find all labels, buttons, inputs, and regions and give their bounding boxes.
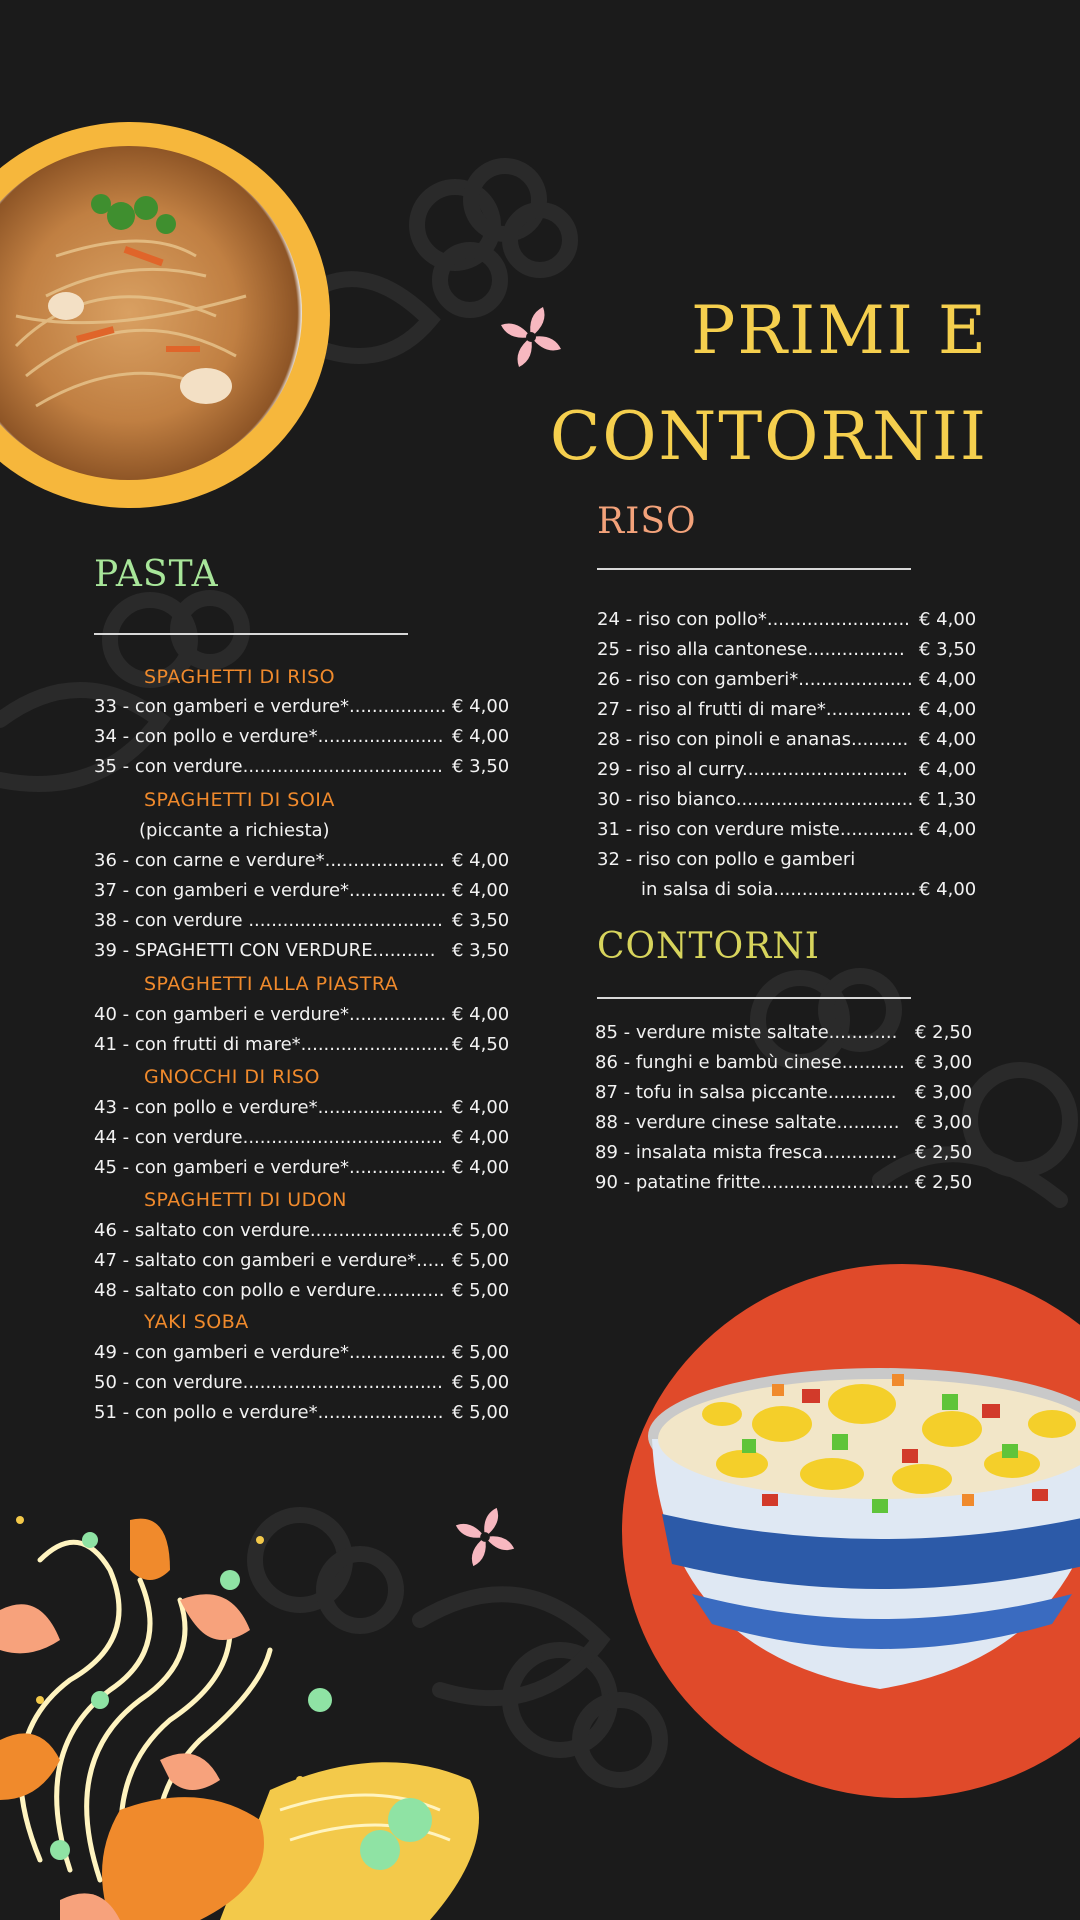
menu-item: 50 - con verdure................................... <box>94 1372 443 1393</box>
title-line-2: CONTORNII <box>549 398 988 475</box>
note: (piccante a richiesta) <box>139 820 330 841</box>
price: € 4,00 <box>919 609 977 630</box>
menu-item: 32 - riso con pollo e gamberi <box>597 849 856 870</box>
price: € 3,50 <box>452 940 510 961</box>
menu-item: 48 - saltato con pollo e verdure............ <box>94 1280 445 1301</box>
price: € 4,00 <box>452 1127 510 1148</box>
noodles-illustration-icon <box>0 1480 490 1920</box>
menu-item: 36 - con carne e verdure*..................... <box>94 850 445 871</box>
subheading: YAKI SOBA <box>144 1311 249 1333</box>
menu-item: 34 - con pollo e verdure*...................... <box>94 726 444 747</box>
menu-item: 45 - con gamberi e verdure*................. <box>94 1157 447 1178</box>
price: € 4,00 <box>452 1004 510 1025</box>
menu-item: 41 - con frutti di mare*.......................... <box>94 1034 450 1055</box>
price: € 4,00 <box>452 1157 510 1178</box>
price: € 2,50 <box>915 1022 973 1043</box>
contorni-divider <box>597 997 911 999</box>
riso-heading: RISO <box>597 501 697 542</box>
price: € 3,00 <box>915 1052 973 1073</box>
menu-item: 38 - con verdure .................................. <box>94 910 443 931</box>
contorni-list <box>595 1020 995 1210</box>
price: € 4,00 <box>452 1097 510 1118</box>
menu-item: 46 - saltato con verdure......................... <box>94 1220 453 1241</box>
menu-item: 25 - riso alla cantonese................. <box>597 639 905 660</box>
price: € 3,00 <box>915 1082 973 1103</box>
menu-item: 49 - con gamberi e verdure*................. <box>94 1342 447 1363</box>
riso-list <box>597 607 997 907</box>
price: € 4,00 <box>919 879 977 900</box>
menu-item: 37 - con gamberi e verdure*................. <box>94 880 447 901</box>
price: € 5,00 <box>452 1372 510 1393</box>
menu-item: 39 - SPAGHETTI CON VERDURE........... <box>94 940 436 961</box>
subheading: SPAGHETTI DI SOIA <box>144 789 335 811</box>
menu-item: 24 - riso con pollo*......................... <box>597 609 910 630</box>
price: € 4,00 <box>452 726 510 747</box>
menu-item: 87 - tofu in salsa piccante............ <box>595 1082 897 1103</box>
menu-item: 28 - riso con pinoli e ananas.......... <box>597 729 909 750</box>
price: € 4,00 <box>452 696 510 717</box>
contorni-heading: CONTORNI <box>597 926 820 967</box>
price: € 4,00 <box>919 759 977 780</box>
price: € 4,00 <box>919 819 977 840</box>
subheading: SPAGHETTI ALLA PIASTRA <box>144 973 399 995</box>
pasta-list <box>94 664 514 1434</box>
menu-item: 47 - saltato con gamberi e verdure*..... <box>94 1250 445 1271</box>
menu-item: 43 - con pollo e verdure*...................... <box>94 1097 444 1118</box>
price: € 3,50 <box>452 910 510 931</box>
subheading: GNOCCHI DI RISO <box>144 1066 320 1088</box>
price: € 4,50 <box>452 1034 510 1055</box>
menu-item: 26 - riso con gamberi*.................... <box>597 669 913 690</box>
price: € 3,50 <box>919 639 977 660</box>
price: € 5,00 <box>452 1280 510 1301</box>
pasta-heading: PASTA <box>94 554 219 595</box>
price: € 5,00 <box>452 1342 510 1363</box>
title-line-1: PRIMI E <box>691 292 988 369</box>
price: € 1,30 <box>919 789 977 810</box>
price: € 4,00 <box>452 850 510 871</box>
menu-item: 35 - con verdure................................... <box>94 756 443 777</box>
pasta-divider <box>94 633 408 635</box>
price: € 4,00 <box>452 880 510 901</box>
menu-item: 27 - riso al frutti di mare*............... <box>597 699 912 720</box>
price: € 5,00 <box>452 1250 510 1271</box>
price: € 2,50 <box>915 1142 973 1163</box>
price: € 4,00 <box>919 699 977 720</box>
subheading: SPAGHETTI DI RISO <box>144 666 336 688</box>
menu-item: 40 - con gamberi e verdure*................. <box>94 1004 447 1025</box>
menu-item: 85 - verdure miste saltate............ <box>595 1022 898 1043</box>
menu-item: in salsa di soia......................... <box>641 879 917 900</box>
price: € 4,00 <box>919 669 977 690</box>
menu-item: 89 - insalata mista fresca............. <box>595 1142 898 1163</box>
menu-item: 86 - funghi e bambù cinese........... <box>595 1052 905 1073</box>
price: € 2,50 <box>915 1172 973 1193</box>
price: € 3,00 <box>915 1112 973 1133</box>
subheading: SPAGHETTI DI UDON <box>144 1189 347 1211</box>
menu-item: 31 - riso con verdure miste............. <box>597 819 915 840</box>
menu-item: 88 - verdure cinese saltate........... <box>595 1112 900 1133</box>
menu-item: 44 - con verdure................................... <box>94 1127 443 1148</box>
menu-item: 51 - con pollo e verdure*...................... <box>94 1402 444 1423</box>
price: € 4,00 <box>919 729 977 750</box>
price: € 3,50 <box>452 756 510 777</box>
menu-item: 29 - riso al curry............................. <box>597 759 908 780</box>
bottom-dish-image <box>622 1264 1080 1798</box>
price: € 5,00 <box>452 1220 510 1241</box>
menu-item: 90 - patatine fritte.......................... <box>595 1172 910 1193</box>
riso-divider <box>597 568 911 570</box>
price: € 5,00 <box>452 1402 510 1423</box>
page-title <box>468 278 988 490</box>
menu-item: 33 - con gamberi e verdure*................. <box>94 696 447 717</box>
menu-item: 30 - riso bianco............................... <box>597 789 914 810</box>
